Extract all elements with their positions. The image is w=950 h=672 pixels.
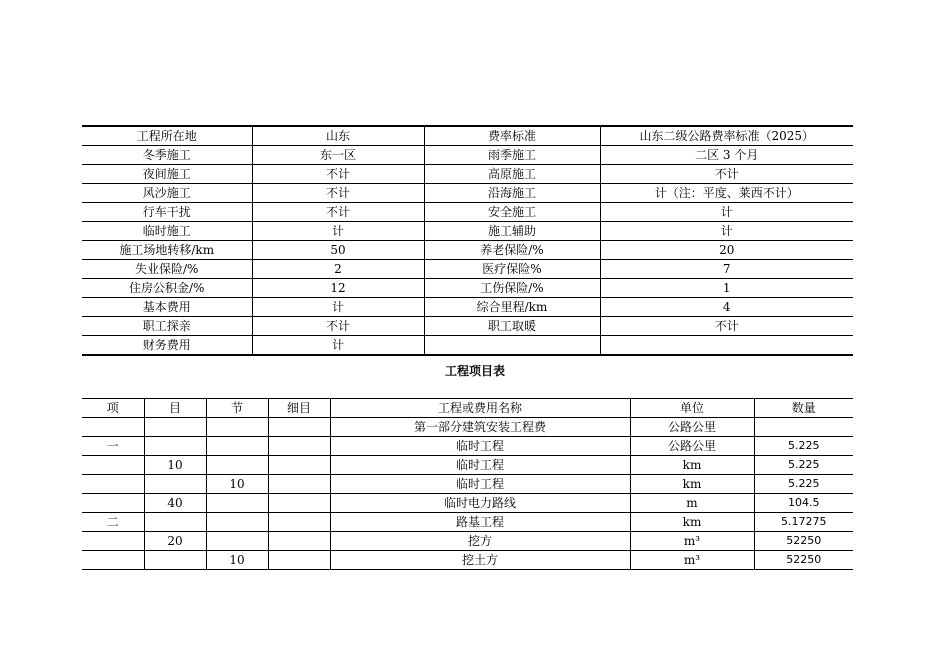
parameter-label: 养老保险/% bbox=[424, 241, 600, 260]
parameter-label: 沿海施工 bbox=[424, 184, 600, 203]
parameter-value: 计 bbox=[252, 298, 424, 317]
table-cell: 10 bbox=[144, 456, 206, 475]
table-cell bbox=[82, 532, 144, 551]
table-cell bbox=[754, 418, 853, 437]
parameter-table bbox=[82, 125, 853, 356]
column-header: 节 bbox=[206, 399, 268, 418]
parameter-label: 工伤保险/% bbox=[424, 279, 600, 298]
parameter-label: 风沙施工 bbox=[82, 184, 252, 203]
table-cell: 第一部分建筑安装工程费 bbox=[330, 418, 630, 437]
table-cell: 5.17275 bbox=[754, 513, 853, 532]
parameter-value: 不计 bbox=[600, 165, 853, 184]
table-cell bbox=[206, 494, 268, 513]
parameter-label bbox=[424, 336, 600, 356]
column-header: 工程或费用名称 bbox=[330, 399, 630, 418]
table-cell: 路基工程 bbox=[330, 513, 630, 532]
table-cell bbox=[268, 437, 330, 456]
table-cell bbox=[82, 456, 144, 475]
table-row bbox=[82, 456, 853, 475]
table-cell: m³ bbox=[630, 532, 754, 551]
parameter-value: 计（注：平度、莱西不计） bbox=[600, 184, 853, 203]
column-header: 单位 bbox=[630, 399, 754, 418]
parameter-value: 20 bbox=[600, 241, 853, 260]
table-cell bbox=[206, 513, 268, 532]
parameter-label: 失业保险/% bbox=[82, 260, 252, 279]
column-header: 数量 bbox=[754, 399, 853, 418]
table-cell bbox=[144, 475, 206, 494]
table-cell: 公路公里 bbox=[630, 418, 754, 437]
parameter-row bbox=[82, 241, 853, 260]
parameter-value: 不计 bbox=[600, 317, 853, 336]
project-table-body bbox=[82, 418, 853, 570]
table-cell: 挖土方 bbox=[330, 551, 630, 570]
parameter-label: 施工辅助 bbox=[424, 222, 600, 241]
table-row bbox=[82, 551, 853, 570]
parameter-value: 计 bbox=[600, 203, 853, 222]
parameter-label: 财务费用 bbox=[82, 336, 252, 356]
table-cell bbox=[144, 418, 206, 437]
project-table-title: 工程项目表 bbox=[444, 364, 505, 378]
table-cell bbox=[82, 494, 144, 513]
parameter-label: 夜间施工 bbox=[82, 165, 252, 184]
parameter-value: 计 bbox=[252, 336, 424, 356]
parameter-label: 冬季施工 bbox=[82, 146, 252, 165]
parameter-value bbox=[600, 336, 853, 356]
column-header: 项 bbox=[82, 399, 144, 418]
parameter-value: 不计 bbox=[252, 165, 424, 184]
table-cell: km bbox=[630, 513, 754, 532]
parameter-value: 不计 bbox=[252, 203, 424, 222]
table-row bbox=[82, 437, 853, 456]
table-cell bbox=[144, 551, 206, 570]
parameter-label: 医疗保险% bbox=[424, 260, 600, 279]
parameter-row bbox=[82, 184, 853, 203]
column-header: 目 bbox=[144, 399, 206, 418]
table-cell bbox=[268, 551, 330, 570]
parameter-value: 不计 bbox=[252, 184, 424, 203]
project-table bbox=[82, 398, 853, 570]
parameter-value: 不计 bbox=[252, 317, 424, 336]
table-cell: 5.225 bbox=[754, 456, 853, 475]
table-cell bbox=[268, 418, 330, 437]
table-cell bbox=[206, 456, 268, 475]
table-row bbox=[82, 513, 853, 532]
parameter-row bbox=[82, 165, 853, 184]
parameter-value: 12 bbox=[252, 279, 424, 298]
table-cell: 5.225 bbox=[754, 475, 853, 494]
parameter-label: 综合里程/km bbox=[424, 298, 600, 317]
parameter-value: 计 bbox=[600, 222, 853, 241]
parameter-table-body bbox=[82, 126, 853, 355]
parameter-label: 施工场地转移/km bbox=[82, 241, 252, 260]
parameter-row bbox=[82, 222, 853, 241]
parameter-label: 费率标准 bbox=[424, 126, 600, 146]
table-cell: 二 bbox=[82, 513, 144, 532]
parameter-row bbox=[82, 146, 853, 165]
parameter-label: 职工探亲 bbox=[82, 317, 252, 336]
table-cell: 10 bbox=[206, 475, 268, 494]
table-cell: 一 bbox=[82, 437, 144, 456]
parameter-value: 2 bbox=[252, 260, 424, 279]
parameter-label: 临时施工 bbox=[82, 222, 252, 241]
parameter-label: 职工取暖 bbox=[424, 317, 600, 336]
table-cell: 公路公里 bbox=[630, 437, 754, 456]
parameter-label: 工程所在地 bbox=[82, 126, 252, 146]
parameter-value: 50 bbox=[252, 241, 424, 260]
parameter-row bbox=[82, 317, 853, 336]
parameter-row bbox=[82, 126, 853, 146]
table-cell bbox=[206, 418, 268, 437]
parameter-row bbox=[82, 203, 853, 222]
table-cell bbox=[206, 532, 268, 551]
table-cell: m bbox=[630, 494, 754, 513]
parameter-label: 行车干扰 bbox=[82, 203, 252, 222]
table-cell: km bbox=[630, 475, 754, 494]
table-cell bbox=[268, 475, 330, 494]
table-cell: 104.5 bbox=[754, 494, 853, 513]
parameter-label: 高原施工 bbox=[424, 165, 600, 184]
parameter-label: 基本费用 bbox=[82, 298, 252, 317]
table-cell bbox=[268, 513, 330, 532]
table-cell: m³ bbox=[630, 551, 754, 570]
column-header: 细目 bbox=[268, 399, 330, 418]
table-cell bbox=[268, 532, 330, 551]
table-cell: 10 bbox=[206, 551, 268, 570]
table-cell bbox=[268, 494, 330, 513]
table-cell bbox=[82, 418, 144, 437]
parameter-row bbox=[82, 298, 853, 317]
table-cell: 20 bbox=[144, 532, 206, 551]
table-cell bbox=[268, 456, 330, 475]
table-cell: 5.225 bbox=[754, 437, 853, 456]
parameter-value: 1 bbox=[600, 279, 853, 298]
parameter-value: 山东二级公路费率标准（2025） bbox=[600, 126, 853, 146]
parameter-value: 计 bbox=[252, 222, 424, 241]
table-cell: 临时电力路线 bbox=[330, 494, 630, 513]
table-cell: 临时工程 bbox=[330, 437, 630, 456]
project-table-header bbox=[82, 399, 853, 418]
parameter-value: 4 bbox=[600, 298, 853, 317]
table-cell bbox=[82, 551, 144, 570]
table-cell: 52250 bbox=[754, 551, 853, 570]
parameter-row bbox=[82, 336, 853, 356]
table-cell: 52250 bbox=[754, 532, 853, 551]
parameter-row bbox=[82, 260, 853, 279]
table-cell bbox=[144, 513, 206, 532]
table-cell: 挖方 bbox=[330, 532, 630, 551]
table-cell: 40 bbox=[144, 494, 206, 513]
table-cell bbox=[144, 437, 206, 456]
table-row bbox=[82, 532, 853, 551]
parameter-label: 安全施工 bbox=[424, 203, 600, 222]
table-cell: km bbox=[630, 456, 754, 475]
table-row bbox=[82, 494, 853, 513]
table-row bbox=[82, 475, 853, 494]
parameter-label: 住房公积金/% bbox=[82, 279, 252, 298]
parameter-row bbox=[82, 279, 853, 298]
table-cell: 临时工程 bbox=[330, 456, 630, 475]
parameter-value: 二区 3 个月 bbox=[600, 146, 853, 165]
table-cell bbox=[82, 475, 144, 494]
table-cell bbox=[206, 437, 268, 456]
table-row bbox=[82, 418, 853, 437]
parameter-value: 东一区 bbox=[252, 146, 424, 165]
table-cell: 临时工程 bbox=[330, 475, 630, 494]
parameter-value: 山东 bbox=[252, 126, 424, 146]
parameter-label: 雨季施工 bbox=[424, 146, 600, 165]
parameter-value: 7 bbox=[600, 260, 853, 279]
